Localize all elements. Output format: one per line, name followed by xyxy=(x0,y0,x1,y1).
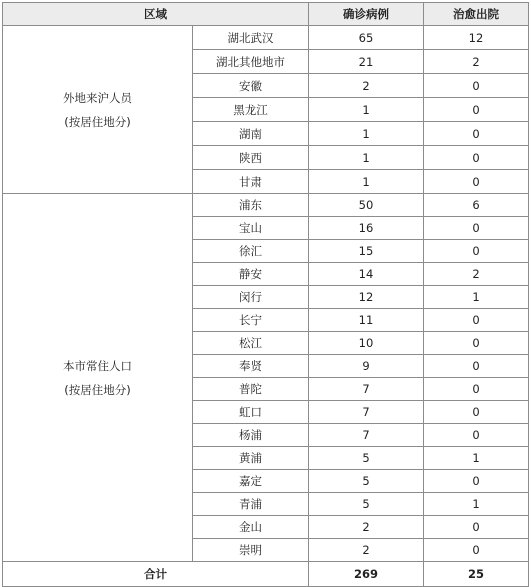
recovered-cell: 2 xyxy=(424,263,529,286)
area-cell: 青浦 xyxy=(193,493,309,516)
area-cell: 宝山 xyxy=(193,217,309,240)
confirmed-cell: 16 xyxy=(309,217,424,240)
area-cell: 湖北其他地市 xyxy=(193,50,309,74)
recovered-cell: 0 xyxy=(424,539,529,562)
group-label xyxy=(3,26,193,194)
confirmed-cell: 1 xyxy=(309,122,424,146)
case-statistics-table xyxy=(2,2,529,587)
table-body xyxy=(3,26,529,562)
confirmed-cell: 7 xyxy=(309,378,424,401)
area-cell: 湖南 xyxy=(193,122,309,146)
recovered-cell: 0 xyxy=(424,74,529,98)
recovered-cell: 0 xyxy=(424,355,529,378)
confirmed-cell: 2 xyxy=(309,516,424,539)
confirmed-cell: 14 xyxy=(309,263,424,286)
recovered-cell: 1 xyxy=(424,286,529,309)
confirmed-cell: 15 xyxy=(309,240,424,263)
recovered-cell: 0 xyxy=(424,98,529,122)
confirmed-cell: 10 xyxy=(309,332,424,355)
confirmed-cell: 65 xyxy=(309,26,424,50)
total-confirmed: 269 xyxy=(309,562,424,587)
confirmed-cell: 12 xyxy=(309,286,424,309)
recovered-cell: 0 xyxy=(424,146,529,170)
group-label-line: (按居住地分) xyxy=(64,382,131,397)
recovered-cell: 0 xyxy=(424,378,529,401)
recovered-cell: 0 xyxy=(424,332,529,355)
confirmed-cell: 1 xyxy=(309,98,424,122)
area-cell: 黑龙江 xyxy=(193,98,309,122)
area-cell: 嘉定 xyxy=(193,470,309,493)
confirmed-cell: 1 xyxy=(309,146,424,170)
group-label-line: 本市常住人口 xyxy=(63,358,132,373)
confirmed-cell: 7 xyxy=(309,424,424,447)
recovered-cell: 0 xyxy=(424,309,529,332)
recovered-cell: 2 xyxy=(424,50,529,74)
area-cell: 杨浦 xyxy=(193,424,309,447)
area-cell: 湖北武汉 xyxy=(193,26,309,50)
confirmed-cell: 5 xyxy=(309,447,424,470)
recovered-cell: 0 xyxy=(424,470,529,493)
confirmed-cell: 5 xyxy=(309,470,424,493)
area-cell: 浦东 xyxy=(193,194,309,217)
confirmed-cell: 2 xyxy=(309,74,424,98)
confirmed-cell: 11 xyxy=(309,309,424,332)
area-cell: 徐汇 xyxy=(193,240,309,263)
header-recovered: 治愈出院 xyxy=(424,3,529,26)
recovered-cell: 0 xyxy=(424,122,529,146)
area-cell: 普陀 xyxy=(193,378,309,401)
recovered-cell: 6 xyxy=(424,194,529,217)
area-cell: 金山 xyxy=(193,516,309,539)
area-cell: 静安 xyxy=(193,263,309,286)
group-label xyxy=(3,194,193,562)
area-cell: 虹口 xyxy=(193,401,309,424)
confirmed-cell: 9 xyxy=(309,355,424,378)
total-label: 合计 xyxy=(3,562,309,587)
recovered-cell: 0 xyxy=(424,424,529,447)
recovered-cell: 12 xyxy=(424,26,529,50)
recovered-cell: 0 xyxy=(424,516,529,539)
area-cell: 甘肃 xyxy=(193,170,309,194)
area-cell: 崇明 xyxy=(193,539,309,562)
header-row xyxy=(3,3,529,26)
recovered-cell: 0 xyxy=(424,240,529,263)
recovered-cell: 0 xyxy=(424,401,529,424)
recovered-cell: 1 xyxy=(424,447,529,470)
header-area: 区域 xyxy=(3,3,309,26)
area-cell: 安徽 xyxy=(193,74,309,98)
group-label-line: (按居住地分) xyxy=(64,114,131,129)
table-row xyxy=(3,194,529,217)
recovered-cell: 1 xyxy=(424,493,529,516)
group-label-line: 外地来沪人员 xyxy=(63,90,132,105)
confirmed-cell: 7 xyxy=(309,401,424,424)
confirmed-cell: 5 xyxy=(309,493,424,516)
total-recovered: 25 xyxy=(424,562,529,587)
area-cell: 长宁 xyxy=(193,309,309,332)
total-row xyxy=(3,562,529,587)
table-row xyxy=(3,26,529,50)
confirmed-cell: 21 xyxy=(309,50,424,74)
area-cell: 陕西 xyxy=(193,146,309,170)
confirmed-cell: 2 xyxy=(309,539,424,562)
recovered-cell: 0 xyxy=(424,170,529,194)
recovered-cell: 0 xyxy=(424,217,529,240)
area-cell: 黄浦 xyxy=(193,447,309,470)
confirmed-cell: 1 xyxy=(309,170,424,194)
area-cell: 闵行 xyxy=(193,286,309,309)
header-confirmed: 确诊病例 xyxy=(309,3,424,26)
area-cell: 奉贤 xyxy=(193,355,309,378)
confirmed-cell: 50 xyxy=(309,194,424,217)
area-cell: 松江 xyxy=(193,332,309,355)
